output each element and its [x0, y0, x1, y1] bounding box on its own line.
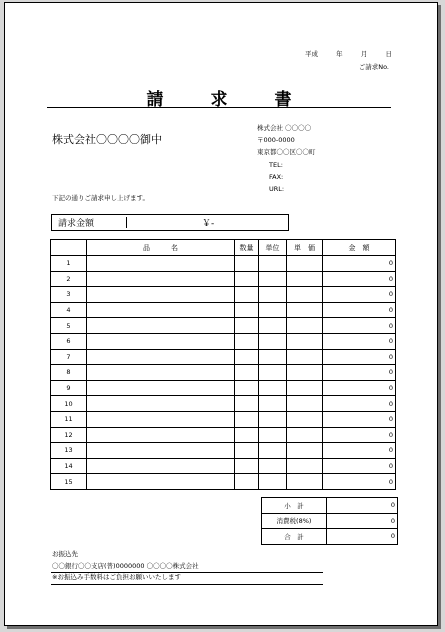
table-row — [51, 443, 396, 459]
issuer-fax: FAX: — [269, 172, 284, 181]
row-unit-price — [287, 396, 323, 412]
row-unit — [259, 256, 287, 272]
row-item — [87, 396, 235, 412]
bank-divider — [51, 584, 323, 585]
header-unit: 単位 — [259, 240, 287, 256]
era-label: 平成 — [305, 50, 318, 58]
amount-value: ￥- — [202, 219, 215, 229]
table-row — [51, 256, 396, 272]
row-unit — [259, 396, 287, 412]
bank-account: 〇〇銀行〇〇支店(普)0000000 〇〇〇〇株式会社 — [52, 561, 199, 570]
row-number: 1 — [51, 256, 87, 272]
intro-text: 下記の通りご請求申し上げます。 — [52, 194, 149, 202]
row-number: 10 — [51, 396, 87, 412]
header-amount: 金 額 — [323, 240, 396, 256]
row-amount: 0 — [323, 349, 396, 365]
row-item — [87, 365, 235, 381]
row-item — [87, 271, 235, 287]
row-unit — [259, 333, 287, 349]
row-number: 12 — [51, 427, 87, 443]
row-amount: 0 — [323, 256, 396, 272]
amount-label: 請求金額 — [58, 219, 95, 229]
tax-row — [262, 513, 398, 529]
tax-label: 消費税(8%) — [262, 513, 327, 529]
row-amount: 0 — [323, 427, 396, 443]
total-label: 合 計 — [262, 529, 327, 545]
row-quantity — [235, 287, 259, 303]
row-unit-price — [287, 349, 323, 365]
table-row — [51, 380, 396, 396]
row-item — [87, 458, 235, 474]
row-unit-price — [287, 380, 323, 396]
day-label: 日 — [385, 50, 392, 58]
row-amount: 0 — [323, 396, 396, 412]
row-number: 5 — [51, 318, 87, 334]
row-number: 11 — [51, 411, 87, 427]
row-number: 2 — [51, 271, 87, 287]
row-unit-price — [287, 318, 323, 334]
row-unit — [259, 318, 287, 334]
header-quantity: 数量 — [235, 240, 259, 256]
title-char: 求 — [210, 90, 228, 110]
row-item — [87, 302, 235, 318]
table-row — [51, 349, 396, 365]
row-amount: 0 — [323, 287, 396, 303]
row-number: 4 — [51, 302, 87, 318]
subtotal-label: 小 計 — [262, 498, 327, 514]
issuer-url: URL: — [269, 185, 285, 194]
issuer-company: 株式会社 〇〇〇〇 — [257, 124, 312, 132]
issuer-postal: 〒000-0000 — [257, 136, 295, 145]
row-unit — [259, 443, 287, 459]
amount-divider — [126, 217, 127, 228]
row-unit-price — [287, 287, 323, 303]
row-quantity — [235, 443, 259, 459]
row-unit-price — [287, 411, 323, 427]
row-amount: 0 — [323, 365, 396, 381]
issuer-block — [257, 122, 316, 195]
table-row — [51, 474, 396, 490]
row-unit-price — [287, 474, 323, 490]
row-amount: 0 — [323, 271, 396, 287]
row-quantity — [235, 427, 259, 443]
row-quantity — [235, 333, 259, 349]
year-label: 年 — [336, 50, 343, 58]
row-unit — [259, 349, 287, 365]
table-row — [51, 271, 396, 287]
row-amount: 0 — [323, 302, 396, 318]
row-unit-price — [287, 302, 323, 318]
row-amount: 0 — [323, 333, 396, 349]
bank-divider — [51, 572, 323, 573]
total-value: 0 — [327, 529, 398, 545]
row-amount: 0 — [323, 380, 396, 396]
row-quantity — [235, 380, 259, 396]
table-row — [51, 302, 396, 318]
title-char: 請 — [146, 90, 164, 110]
row-number: 14 — [51, 458, 87, 474]
title-underline — [47, 107, 391, 108]
row-number: 3 — [51, 287, 87, 303]
month-label: 月 — [360, 50, 368, 58]
row-item — [87, 411, 235, 427]
invoice-page — [4, 2, 438, 626]
total-row — [262, 529, 398, 545]
table-row — [51, 396, 396, 412]
bank-info — [52, 549, 199, 584]
row-unit — [259, 302, 287, 318]
row-item — [87, 427, 235, 443]
row-unit — [259, 458, 287, 474]
row-item — [87, 474, 235, 490]
row-item — [87, 318, 235, 334]
row-amount: 0 — [323, 318, 396, 334]
bank-title: お振込先 — [52, 550, 78, 558]
row-quantity — [235, 349, 259, 365]
row-item — [87, 256, 235, 272]
bank-note: ※お振込み手数料はご負担お願いいたします — [52, 573, 181, 581]
row-quantity — [235, 396, 259, 412]
amount-box — [51, 214, 289, 231]
row-unit — [259, 411, 287, 427]
row-amount: 0 — [323, 474, 396, 490]
row-number: 15 — [51, 474, 87, 490]
row-unit-price — [287, 458, 323, 474]
row-quantity — [235, 411, 259, 427]
row-quantity — [235, 458, 259, 474]
table-header-row — [51, 240, 396, 256]
row-quantity — [235, 318, 259, 334]
row-number: 6 — [51, 333, 87, 349]
row-unit — [259, 380, 287, 396]
header-item: 品 名 — [87, 240, 235, 256]
table-row — [51, 318, 396, 334]
table-row — [51, 287, 396, 303]
row-unit — [259, 474, 287, 490]
row-quantity — [235, 474, 259, 490]
row-unit — [259, 287, 287, 303]
row-number: 13 — [51, 443, 87, 459]
subtotal-row — [262, 498, 398, 514]
row-item — [87, 349, 235, 365]
invoice-number-label: ご請求No. — [358, 63, 389, 71]
row-unit-price — [287, 365, 323, 381]
row-unit-price — [287, 333, 323, 349]
header-unit-price: 単 価 — [287, 240, 323, 256]
row-item — [87, 443, 235, 459]
row-unit-price — [287, 256, 323, 272]
row-number: 9 — [51, 380, 87, 396]
row-number: 8 — [51, 365, 87, 381]
subtotal-value: 0 — [327, 498, 398, 514]
row-item — [87, 287, 235, 303]
row-unit-price — [287, 443, 323, 459]
table-row — [51, 411, 396, 427]
issuer-tel: TEL: — [269, 160, 283, 169]
row-number: 7 — [51, 349, 87, 365]
row-quantity — [235, 302, 259, 318]
tax-value: 0 — [327, 513, 398, 529]
header-number — [51, 240, 87, 256]
customer-name: 株式会社〇〇〇〇御中 — [52, 133, 162, 146]
row-quantity — [235, 365, 259, 381]
row-quantity — [235, 256, 259, 272]
issuer-address: 東京都〇〇区〇〇町 — [257, 148, 316, 157]
row-amount: 0 — [323, 458, 396, 474]
row-unit — [259, 427, 287, 443]
row-unit — [259, 271, 287, 287]
items-table — [50, 239, 396, 490]
table-row — [51, 458, 396, 474]
row-item — [87, 333, 235, 349]
table-row — [51, 365, 396, 381]
row-amount: 0 — [323, 443, 396, 459]
row-item — [87, 380, 235, 396]
row-unit — [259, 365, 287, 381]
issue-date — [305, 49, 392, 58]
row-amount: 0 — [323, 411, 396, 427]
row-unit-price — [287, 427, 323, 443]
row-unit-price — [287, 271, 323, 287]
totals-table — [261, 497, 398, 545]
row-quantity — [235, 271, 259, 287]
table-row — [51, 427, 396, 443]
table-row — [51, 333, 396, 349]
title-char: 書 — [274, 90, 292, 110]
